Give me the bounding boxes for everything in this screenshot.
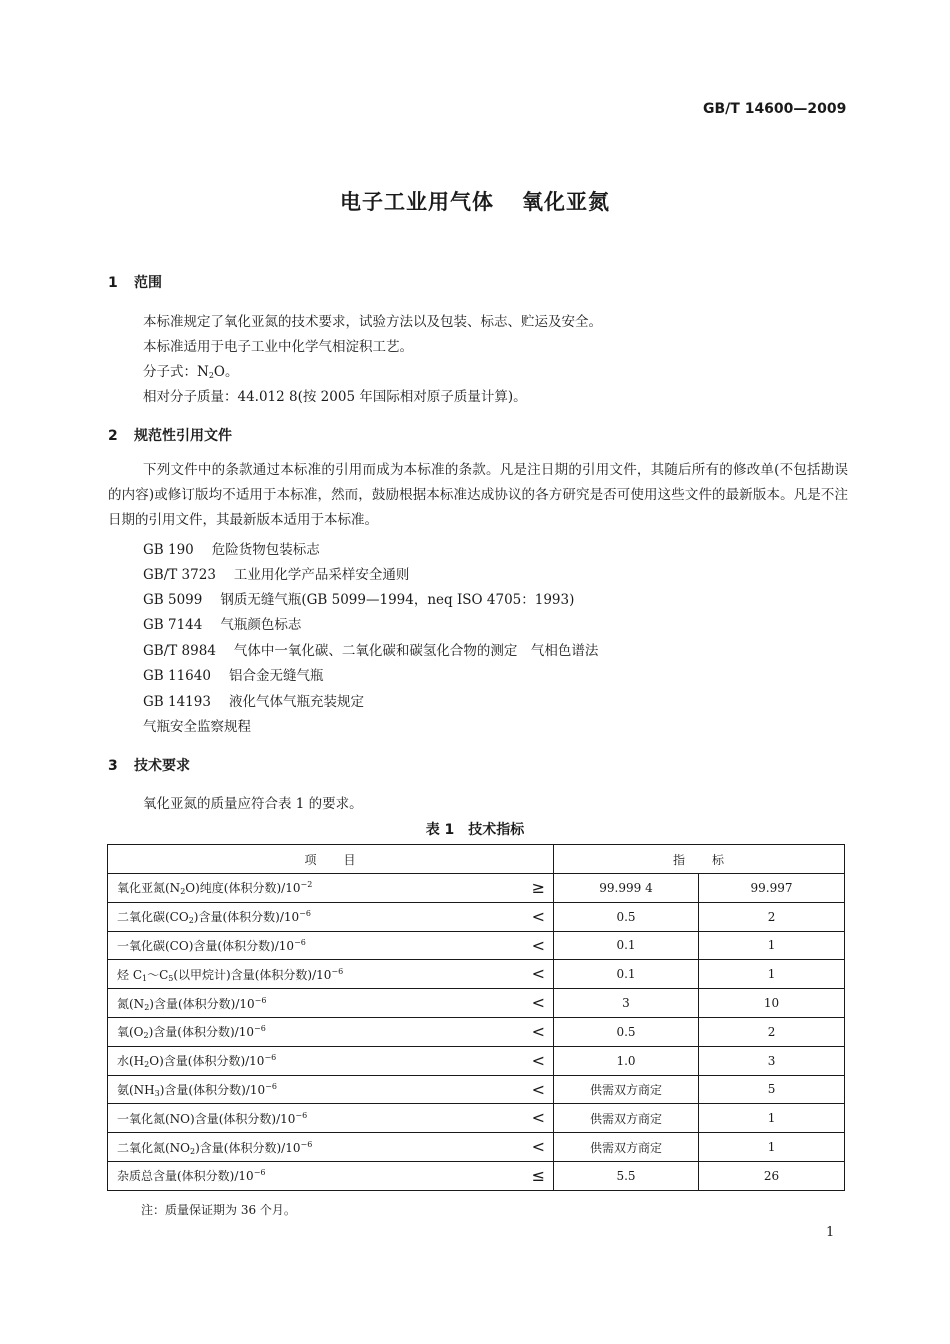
value-grade-1: 供需双方商定 — [554, 1133, 699, 1162]
scope-line-2: 本标准适用于电子工业中化学气相淀积工艺。 — [143, 339, 413, 355]
header-item: 项 目 — [108, 845, 554, 874]
technical-spec-table — [107, 844, 845, 1191]
page-number: 1 — [826, 1225, 835, 1240]
value-grade-1: 供需双方商定 — [554, 1104, 699, 1133]
table-row — [108, 960, 845, 989]
header-value: 指 标 — [554, 845, 845, 874]
reference-item: 气瓶安全监察规程 — [143, 719, 251, 735]
molecular-formula: 分子式：$N_2O$。 — [143, 364, 239, 380]
table-row — [108, 874, 845, 903]
value-grade-1: 99.999 4 — [554, 874, 699, 903]
relation-symbol: ≥ — [531, 878, 545, 897]
section-3-title: 技术要求 — [134, 758, 190, 774]
item-cell: 一氧化碳(CO)含量(体积分数)$/10^{-6}$ < — [108, 931, 554, 960]
table-note: 注：质量保证期为 36 个月。 — [141, 1203, 296, 1217]
value-grade-2: 1 — [699, 1133, 845, 1162]
table-row — [108, 1017, 845, 1046]
relation-symbol: < — [531, 1079, 545, 1099]
item-cell: 氧$(O_2)$含量(体积分数)$/10^{-6}$ < — [108, 1017, 554, 1046]
item-cell: 烃 $C_1\sim C_5$(以甲烷计)含量(体积分数)$/10^{-6}$ < — [108, 960, 554, 989]
value-grade-1: 3 — [554, 989, 699, 1018]
reference-item: GB 5099 钢质无缝气瓶(GB 5099—1994，neq ISO 4705：1993) — [143, 592, 575, 608]
value-grade-2: 2 — [699, 902, 845, 931]
relation-symbol: < — [531, 964, 545, 984]
section-1-heading — [108, 272, 162, 292]
item-cell: 二氧化氮$(NO_2)$含量(体积分数)$/10^{-6}$ < — [108, 1133, 554, 1162]
table-caption: 表 1 技术指标 — [425, 822, 525, 838]
section-2-title: 规范性引用文件 — [134, 428, 232, 444]
relation-symbol: < — [531, 1137, 545, 1157]
value-grade-1: 5.5 — [554, 1161, 699, 1190]
table-row — [108, 989, 845, 1018]
item-cell: 水$(H_2O)$含量(体积分数)$/10^{-6}$ < — [108, 1046, 554, 1075]
value-grade-2: 1 — [699, 960, 845, 989]
reference-item: GB 11640 铝合金无缝气瓶 — [143, 668, 324, 684]
table-row — [108, 1133, 845, 1162]
table-row — [108, 931, 845, 960]
scope-line-1: 本标准规定了氧化亚氮的技术要求，试验方法以及包装、标志、贮运及安全。 — [143, 314, 602, 330]
value-grade-2: 1 — [699, 1104, 845, 1133]
item-cell: 二氧化碳$(CO_2)$含量(体积分数)$/10^{-6}$ < — [108, 902, 554, 931]
relation-symbol: < — [531, 1021, 545, 1041]
title-part-1: 电子工业用气体 — [340, 190, 494, 214]
item-cell: 氨$(NH_3)$含量(体积分数)$/10^{-6}$ < — [108, 1075, 554, 1104]
table-row — [108, 1104, 845, 1133]
value-grade-2: 3 — [699, 1046, 845, 1075]
table-row — [108, 1161, 845, 1190]
value-grade-2: 2 — [699, 1017, 845, 1046]
standard-number: GB/T 14600—2009 — [703, 101, 847, 117]
item-cell: 氮$(N_2)$含量(体积分数)$/10^{-6}$ < — [108, 989, 554, 1018]
value-grade-2: 10 — [699, 989, 845, 1018]
relation-symbol: < — [531, 1050, 545, 1070]
reference-item: GB 190 危险货物包装标志 — [143, 542, 320, 558]
item-cell: 杂质总含量(体积分数)$/10^{-6}$ ≤ — [108, 1161, 554, 1190]
relation-symbol: < — [531, 993, 545, 1013]
value-grade-1: 供需双方商定 — [554, 1075, 699, 1104]
value-grade-1: 0.1 — [554, 931, 699, 960]
value-grade-2: 99.997 — [699, 874, 845, 903]
value-grade-1: 0.1 — [554, 960, 699, 989]
reference-item: GB/T 8984 气体中一氧化碳、二氧化碳和碳氢化合物的测定 气相色谱法 — [143, 643, 599, 659]
value-grade-1: 0.5 — [554, 1017, 699, 1046]
table-row — [108, 1075, 845, 1104]
reference-item: GB 7144 气瓶颜色标志 — [143, 617, 302, 633]
normative-references-paragraph: 下列文件中的条款通过本标准的引用而成为本标准的条款。凡是注日期的引用文件，其随后所有的修改单(不包括勘误的内容)或修订版均不适用于本标准，然而，鼓励根据本标准达成协议的各方研究是否可使用这些文件的最新版本。凡是不注日期的引用文件，其最新版本适用于本标准。 — [108, 462, 848, 528]
value-grade-2: 26 — [699, 1161, 845, 1190]
value-grade-2: 5 — [699, 1075, 845, 1104]
section-3-number: 3 — [108, 758, 118, 774]
section-3-heading — [108, 755, 190, 775]
item-cell: 一氧化氮(NO)含量(体积分数)$/10^{-6}$ < — [108, 1104, 554, 1133]
item-cell: 氧化亚氮$(N_2O)$纯度(体积分数)$/10^{-2}$ ≥ — [108, 874, 554, 903]
section-1-number: 1 — [108, 275, 118, 291]
title-part-2: 氧化亚氮 — [522, 190, 610, 214]
reference-item: GB/T 3723 工业用化学产品采样安全通则 — [143, 567, 410, 583]
value-grade-1: 1.0 — [554, 1046, 699, 1075]
table-row — [108, 902, 845, 931]
relation-symbol: < — [531, 935, 545, 955]
section-2-heading — [108, 425, 232, 445]
document-title — [0, 186, 950, 216]
value-grade-1: 0.5 — [554, 902, 699, 931]
relation-symbol: < — [531, 906, 545, 926]
value-grade-2: 1 — [699, 931, 845, 960]
table-row — [108, 1046, 845, 1075]
table-header-row — [108, 845, 845, 874]
relation-symbol: < — [531, 1108, 545, 1128]
section-1-title: 范围 — [134, 275, 162, 291]
reference-item: GB 14193 液化气体气瓶充装规定 — [143, 694, 364, 710]
requirement-line: 氧化亚氮的质量应符合表 1 的要求。 — [143, 796, 363, 812]
section-2-number: 2 — [108, 428, 118, 444]
molar-mass: 相对分子质量：44.012 8(按 2005 年国际相对原子质量计算)。 — [143, 389, 527, 405]
relation-symbol: ≤ — [531, 1165, 545, 1185]
